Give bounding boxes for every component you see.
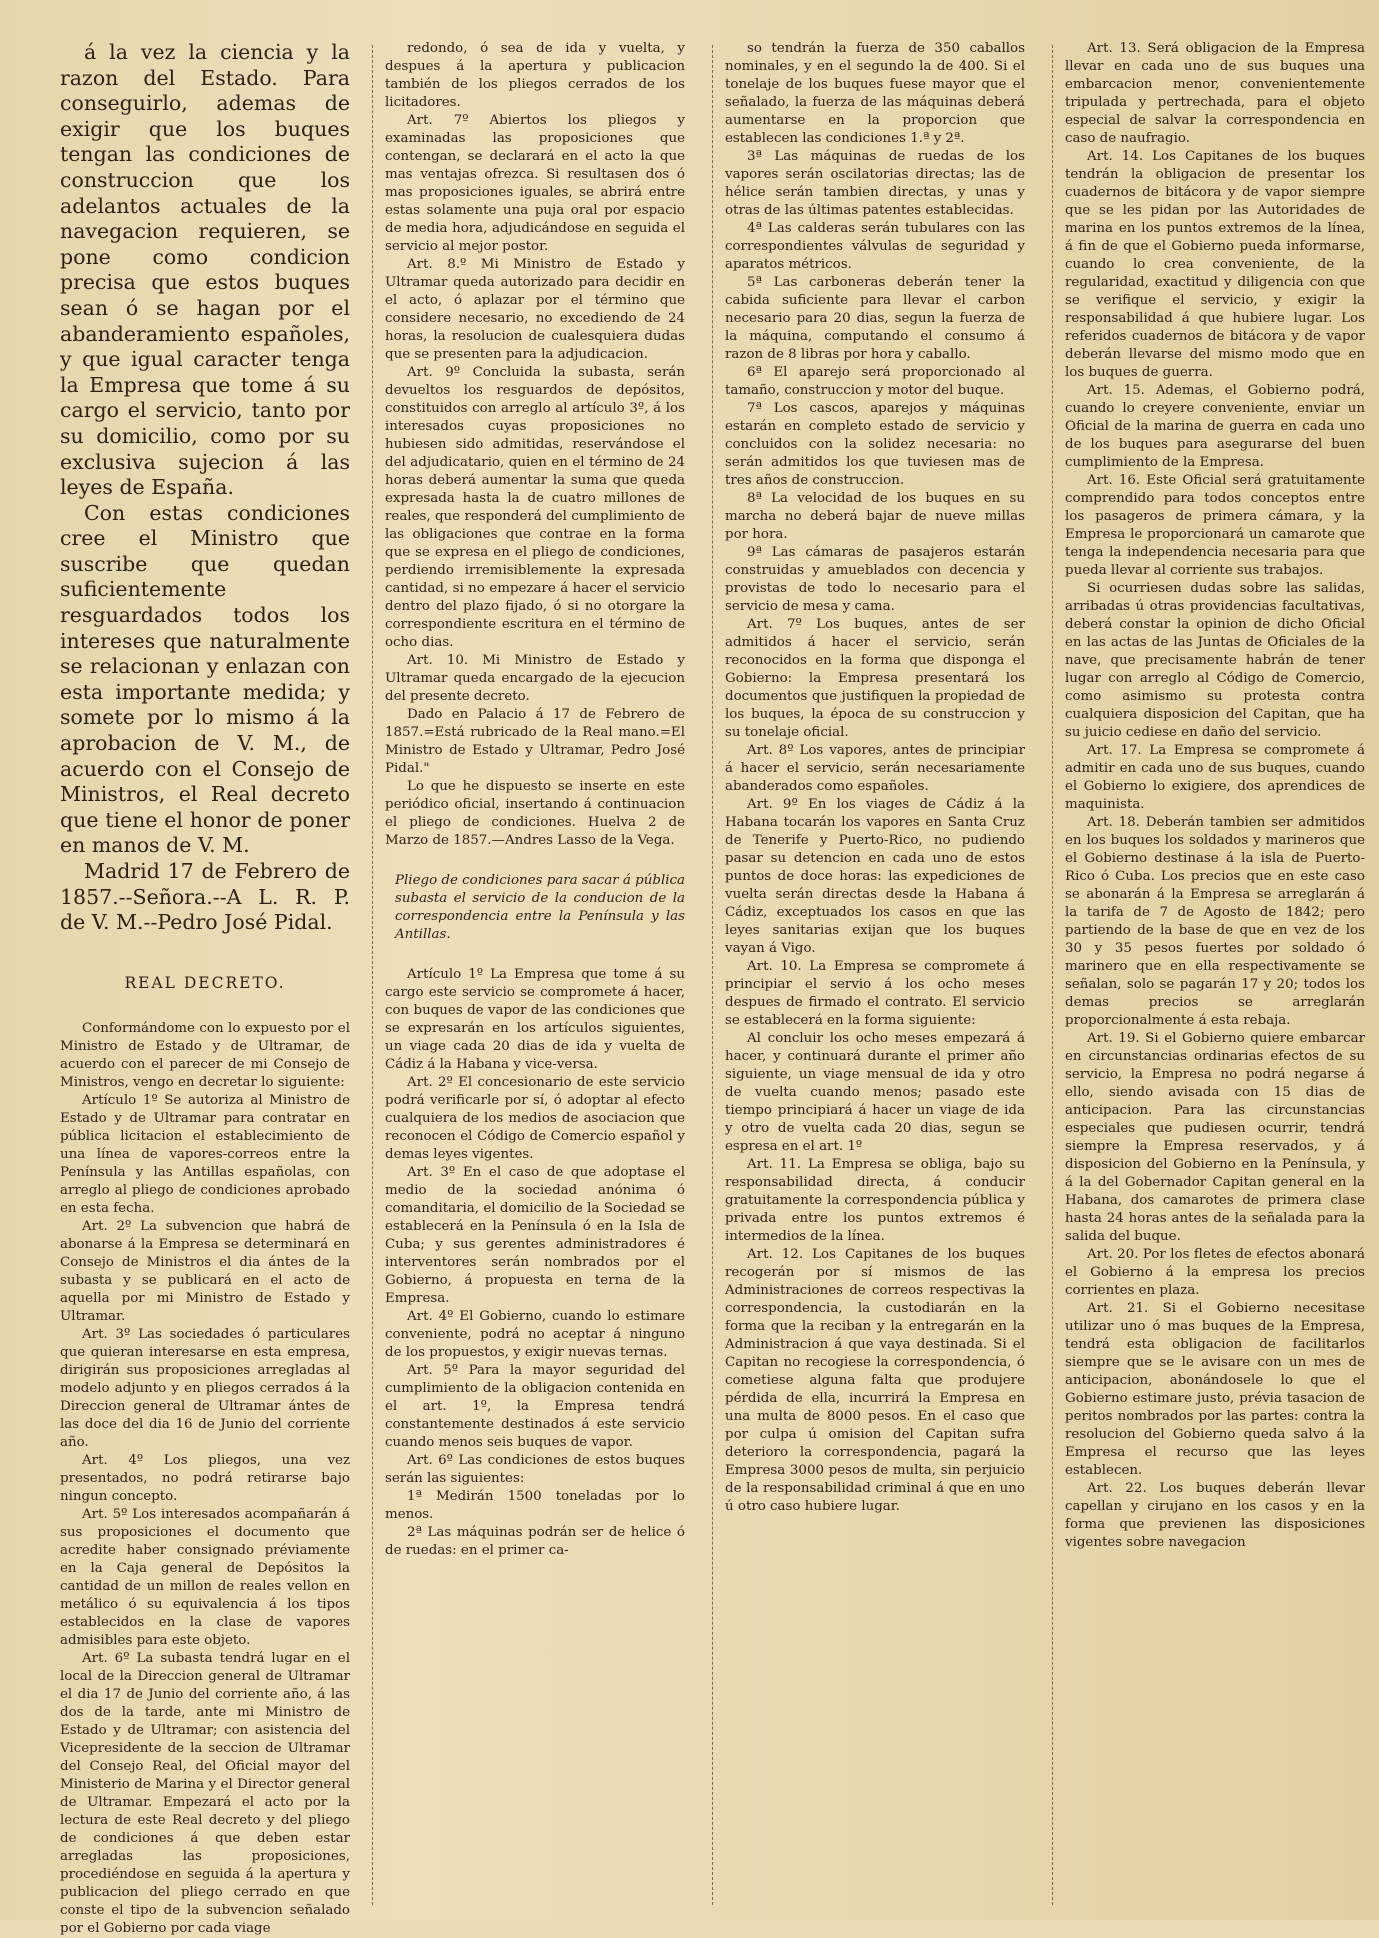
pliego-article: Art. 16. Este Oficial será gratuitamente comprendido para todos conceptos entre los pasageros de primera cámara, y la Empresa le proporcionará un camarote que tenga la independencia necesaria para que pueda llevar al corriente sus trabajos.	[1065, 473, 1365, 578]
column-2	[385, 40, 685, 1560]
pliego-article: Art. 21. Si el Gobierno necesitase utilizar uno ó mas buques de la Empresa, tendrá esta obligacion de facilitarlos siempre que se le avisare con un mes de anticipacion, abonándosele lo que el Gobierno estimare justo, prévia tasacion de peritos nombrados por las partes: contra la resolucion del Gobierno queda salvo á la Empresa el recurso que las leyes establecen.	[1065, 1301, 1365, 1478]
pliego-title: Pliego de condiciones para sacar á pública subasta el servicio de la conducion de la correspondencia entre la Península y las Antillas.	[395, 873, 685, 942]
pliego-article: 9ª Las cámaras de pasajeros estarán construidas y amueblados con decencia y provistas de todo lo necesario para el servicio de mesa y cama.	[725, 545, 1025, 614]
decree-paragraph: Art. 8.º Mi Ministro de Estado y Ultramar queda autorizado para decidir en el acto, ó aplazar por el término que considere necesario, no excediendo de 24 horas, la resolucion de cualesquiera dudas que se presenten para la adjudicacion.	[385, 257, 685, 362]
section-heading-real-decreto: REAL DECRETO.	[124, 973, 286, 992]
decree-paragraph: Art. 5º Los interesados acompañarán á sus proposiciones el documento que acredite haber consignado préviamente en la Caja general de Depósitos la cantidad de un millon de reales vellon en metálico ó su equivalencia á los tipos establecidos en la clase de vapores admisibles para este objeto.	[60, 1506, 350, 1648]
decree-paragraph: Art. 2º La subvencion que habrá de abonarse á la Empresa se determinará en Consejo de Ministros el dia ántes de la subasta y se publicará en el acto de aquella por mi Ministro de Estado y Ultramar.	[60, 1218, 350, 1324]
decree-articles	[60, 1020, 350, 1938]
pliego-article: Art. 11. La Empresa se obliga, bajo su responsabilidad directa, á conducir gratuitamente la correspondencia pública y privada entre los puntos extremos é intermedios de la línea.	[725, 1157, 1025, 1244]
pliego-article: 2ª Las máquinas podrán ser de helice ó de ruedas: en el primer ca-	[385, 1525, 685, 1558]
pliego-article: Artículo 1º La Empresa que tome á su cargo este servicio se compromete á hacer, con buques de vapor de las condiciones que se expresarán en los artículos siguientes, un viage cada 20 dias de ida y vuelta de Cádiz á la Habana y vice-versa.	[385, 967, 685, 1072]
pliego-article: Si ocurriesen dudas sobre las salidas, arribadas ú otras providencias facultativas, deberá constar la opinion de dicho Oficial en las actas de las Juntas de Oficiales de la nave, que precisamente habrán de tener lugar con arreglo al Código de Comercio, como asimismo su protesta contra cualquiera disposicion del Capitan, que ha su juicio cediese en daño del servicio.	[1065, 581, 1365, 740]
pliego-article: Art. 8º Los vapores, antes de principiar á hacer el servicio, serán necesariamente abanderados como españoles.	[725, 743, 1025, 794]
pliego-article: Art. 18. Deberán tambien ser admitidos en los buques los soldados y marineros que el Gobierno destinase á la isla de Puerto-Rico ó Cuba. Los precios que en este caso se abonarán á la Empresa se arreglarán á la tarifa de 7 de Agosto de 1842; pero partiendo de la base de que en vez de los 30 y 35 pesos fuertes por soldado ó marinero que en ella respectivamente se señalan, solo se pagarán 17 y 20; todos los demas precios se arreglarán proporcionalmente á esta rebaja.	[1065, 815, 1365, 1028]
pliego-article: Art. 14. Los Capitanes de los buques tendrán la obligacion de presentar los cuadernos de bitácora y de vapor siempre que se les pidan por las Autoridades de marina en los puntos extremos de la línea, á fin de que el Gobierno pueda informarse, cuando lo crea conveniente, de la regularidad, exactitud y diligencia con que se verifique el servicio, y exigir la responsabilidad á que hubiere lugar. Los referidos cuadernos de bitácora y de vapor deberán llevarse del mismo modo que en los buques de guerra.	[1065, 149, 1365, 380]
column-divider	[372, 45, 374, 1905]
pliego-article: Art. 5º Para la mayor seguridad del cumplimiento de la obligacion contenida en el art. 1º, la Empresa tendrá constantemente destinados á este servicio cuando menos seis buques de vapor.	[385, 1363, 685, 1450]
pliego-article: 5ª Las carboneras deberán tener la cabida suficiente para llevar el carbon necesario para 20 dias, segun la fuerza de la máquina, computando el consumo á razon de 8 libras por hora y caballo.	[725, 275, 1025, 362]
pliego-article: 4ª Las calderas serán tubulares con las correspondientes válvulas de seguridad y aparatos métricos.	[725, 221, 1025, 272]
decree-paragraph: Lo que he dispuesto se inserte en este periódico oficial, insertando á continuacion el pliego de condiciones. Huelva 2 de Marzo de 1857.—Andres Lasso de la Vega.	[385, 779, 685, 848]
pliego-article: 8ª La velocidad de los buques en su marcha no deberá bajar de nueve millas por hora.	[725, 491, 1025, 542]
column-1	[60, 40, 350, 1938]
column-4	[1065, 40, 1365, 1552]
decree-paragraph: Conformándome con lo expuesto por el Ministro de Estado y de Ultramar, de acuerdo con el parecer de mi Consejo de Ministros, vengo en decretar lo siguiente:	[60, 1020, 350, 1090]
decree-paragraph: Art. 9º Concluida la subasta, serán devueltos los resguardos de depósitos, constituidos con arreglo al artículo 3º, á los interesados cuyas proposiciones no hubiesen sido admitidas, reservándose el del adjudicatario, quien en el término de 24 horas deberá aumentar la suma que queda expresada hasta la de cuatro millones de reales, que responderá del cumplimiento de las obligaciones que contrae en la forma que se expresa en el pliego de condiciones, perdiendo irremisiblemente la expresada cantidad, si no empezare á hacer el servicio dentro del plazo fijado, ó si no otorgare la correspondiente escritura en el término de ocho dias.	[385, 365, 685, 650]
report-paragraph: Con estas condiciones cree el Ministro que suscribe que quedan suficientemente resguardados todos los intereses que naturalmente se relacionan y enlazan con esta importante medida; y somete por lo mismo á la aprobacion de V. M., de acuerdo con el Consejo de Ministros, el Real decreto que tiene el honor de poner en manos de V. M.	[60, 500, 350, 858]
pliego-article: Art. 9º En los viages de Cádiz á la Habana tocarán los vapores en Santa Cruz de Tenerife y Puerto-Rico, no pudiendo pasar su detencion en cada uno de estos puntos de doce horas: las expediciones de vuelta serán directas desde la Habana á Cádiz, exceptuados los casos en que las leyes sanitarias exijan que los buques vayan á Vigo.	[725, 797, 1025, 956]
pliego-article: Al concluir los ocho meses empezará á hacer, y continuará durante el primer año siguiente, un viage mensual de ida y otro de vuelta cuando menos; pasado este tiempo principiará á hacer un viage de ida y otro de vuelta cada 20 dias, segun se espresa en el art. 1º	[725, 1031, 1025, 1154]
pliego-article: Art. 4º El Gobierno, cuando lo estimare conveniente, podrá no aceptar á ninguno de los propuestos, y exigir nuevas ternas.	[385, 1309, 685, 1360]
column-divider	[712, 45, 714, 1905]
decree-paragraph: Dado en Palacio á 17 de Febrero de 1857.=Está rubricado de la Real mano.=El Ministro de Estado y Ultramar, Pedro José Pidal."	[385, 707, 685, 776]
pliego-article: 1ª Medirán 1500 toneladas por lo menos.	[385, 1489, 685, 1522]
decree-paragraph: redondo, ó sea de ida y vuelta, y despues á la apertura y publicacion también de los pliegos cerrados de los licitadores.	[385, 41, 685, 110]
pliego-article: Art. 12. Los Capitanes de los buques recogerán por sí mismos de las Administraciones de correos respectivas la correspondencia, la custodiarán en la forma que la reciban y la entregarán en la Administracion á que vaya destinada. Si el Capitan no recogiese la correspondencia, ó cometiese alguna falta que produjere pérdida de ella, incurrirá la Empresa en una multa de 8000 pesos. En el caso que por culpa ú omision del Capitan sufra deterioro la correspondencia, pagará la Empresa 3000 pesos de multa, sin perjuicio de la responsabilidad criminal á que en uno ú otro caso hubiere lugar.	[725, 1247, 1025, 1514]
pliego-article: 7ª Los cascos, aparejos y máquinas estarán en completo estado de servicio y concluidos con la solidez necesaria: no serán admitidos los que tuviesen mas de tres años de construccion.	[725, 401, 1025, 488]
pliego-article: Art. 17. La Empresa se compromete á admitir en cada uno de sus buques, cuando el Gobierno lo exigiere, dos aprendices de maquinista.	[1065, 743, 1365, 812]
pliego-article: Art. 13. Será obligacion de la Empresa llevar en cada uno de sus buques una embarcacion menor, convenientemente tripulada y pertrechada, para el objeto especial de salvar la correspondencia en caso de naufragio.	[1065, 41, 1365, 146]
report-paragraph: á la vez la ciencia y la razon del Estado. Para conseguirlo, ademas de exigir que los buques tengan las condiciones de construccion que los adelantos actuales de la navegacion requieren, se pone como condicion precisa que estos buques sean ó se hagan por el abanderamiento españoles, y que igual caracter tenga la Empresa que tome á su cargo el servicio, tanto por su domicilio, como por su exclusiva sujecion á las leyes de España.	[60, 40, 350, 500]
pliego-article: Art. 6º Las condiciones de estos buques serán las siguientes:	[385, 1453, 685, 1486]
decree-paragraph: Art. 7º Abiertos los pliegos y examinadas las proposiciones que contengan, se declarará en el acto la que mas ventajas ofrezca. Si resultasen dos ó mas proposiciones iguales, se abrirá entre estas solamente una puja oral por espacio de media hora, adjudicándose en seguida el servicio al mejor postor.	[385, 113, 685, 254]
decree-paragraph: Art. 10. Mi Ministro de Estado y Ultramar queda encargado de la ejecucion del presente decreto.	[385, 653, 685, 704]
decree-paragraph: Artículo 1º Se autoriza al Ministro de Estado y de Ultramar para contratar en pública licitacion el establecimiento de una línea de vapores-correos entre la Península y las Antillas españolas, con arreglo al pliego de condiciones aprobado en esta fecha.	[60, 1092, 350, 1216]
pliego-article: Art. 19. Si el Gobierno quiere embarcar en circunstancias ordinarias efectos de su servicio, la Empresa no podrá negarse á ello, siendo avisada con 15 dias de anticipacion. Para las circunstancias especiales que pudiesen ocurrir, tendrá siempre la Empresa reservados, y á disposicion del Gobierno en la Península, y á la del Gobernador Capitan general en la Habana, dos camarotes de primera clase hasta 24 horas antes de la señalada para la salida del buque.	[1065, 1031, 1365, 1244]
report-signature: Madrid 17 de Febrero de 1857.--Señora.--A L. R. P. de V. M.--Pedro José Pidal.	[60, 859, 350, 935]
pliego-article: Art. 3º En el caso de que adoptase el medio de la sociedad anónima ó comanditaria, el domicilio de la Sociedad se establecerá en la Península ó en la Isla de Cuba; y sus gerentes administradores é interventores serán nombrados por el Gobierno, á propuesta en terna de la Empresa.	[385, 1165, 685, 1306]
pliego-article: Art. 15. Ademas, el Gobierno podrá, cuando lo creyere conveniente, enviar un Oficial de la marina de guerra en cada uno de los buques para asegurarse del buen cumplimiento de la Empresa.	[1065, 383, 1365, 470]
pliego-article: 6ª El aparejo será proporcionado al tamaño, construccion y motor del buque.	[725, 365, 1025, 398]
pliego-article: Art. 22. Los buques deberán llevar capellan y cirujano en los casos y en la forma que previenen las disposiciones vigentes sobre navegacion	[1065, 1481, 1365, 1550]
decree-paragraph: Art. 3º Las sociedades ó particulares que quieran interesarse en esta empresa, dirigirán sus proposiciones arregladas al modelo adjunto y en pliegos cerrados á la Direccion general de Ultramar ántes de las doce del dia 16 de Junio del corriente año.	[60, 1326, 350, 1450]
ministerial-report	[60, 40, 350, 936]
pliego-article: so tendrán la fuerza de 350 caballos nominales, y en el segundo la de 400. Si el tonelaje de los buques fuese mayor que el señalado, la fuerza de las máquinas deberá aumentarse en la proporcion que establecen las condiciones 1.ª y 2ª.	[725, 41, 1025, 146]
pliego-article: Art. 20. Por los fletes de efectos abonará el Gobierno á la empresa los precios corrientes en plaza.	[1065, 1247, 1365, 1298]
decree-paragraph: Art. 4º Los pliegos, una vez presentados, no podrá retirarse bajo ningun concepto.	[60, 1452, 350, 1504]
decree-paragraph: Art. 6º La subasta tendrá lugar en el local de la Direccion general de Ultramar el dia 17 de Junio del corriente año, á las dos de la tarde, ante mi Ministro de Estado y de Ultramar; con asistencia del Vicepresidente de la seccion de Ultramar del Consejo Real, del Oficial mayor del Ministerio de Marina y el Director general de Ultramar. Empezará el acto por la lectura de este Real decreto y del pliego de condiciones á que deben estar arregladas las proposiciones, procediéndose en seguida á la apertura y publicacion del pliego cerrado en que conste el tipo de la subvencion señalado por el Gobierno por cada viage	[60, 1650, 350, 1936]
pliego-article: Art. 7º Los buques, antes de ser admitidos á hacer el servicio, serán reconocidos en la forma que disponga el Gobierno: la Empresa presentará los documentos que justifiquen la propiedad de los buques, la época de su construccion y su tonelaje oficial.	[725, 617, 1025, 740]
pliego-article: 3ª Las máquinas de ruedas de los vapores serán oscilatorias directas; las de hélice serán tambien directas, y unas y otras de las últimas patentes establecidas.	[725, 149, 1025, 218]
column-divider	[1052, 45, 1054, 1905]
pliego-article: Art. 10. La Empresa se compromete á principiar el servio á los ocho meses despues de firmado el contrato. El servicio se establecerá en la forma siguiente:	[725, 959, 1025, 1028]
pliego-article: Art. 2º El concesionario de este servicio podrá verificarle por sí, ó adoptar al efecto cualquiera de los medios de asociacion que reconocen el Código de Comercio español y demas leyes vigentes.	[385, 1075, 685, 1162]
column-3	[725, 40, 1025, 1516]
